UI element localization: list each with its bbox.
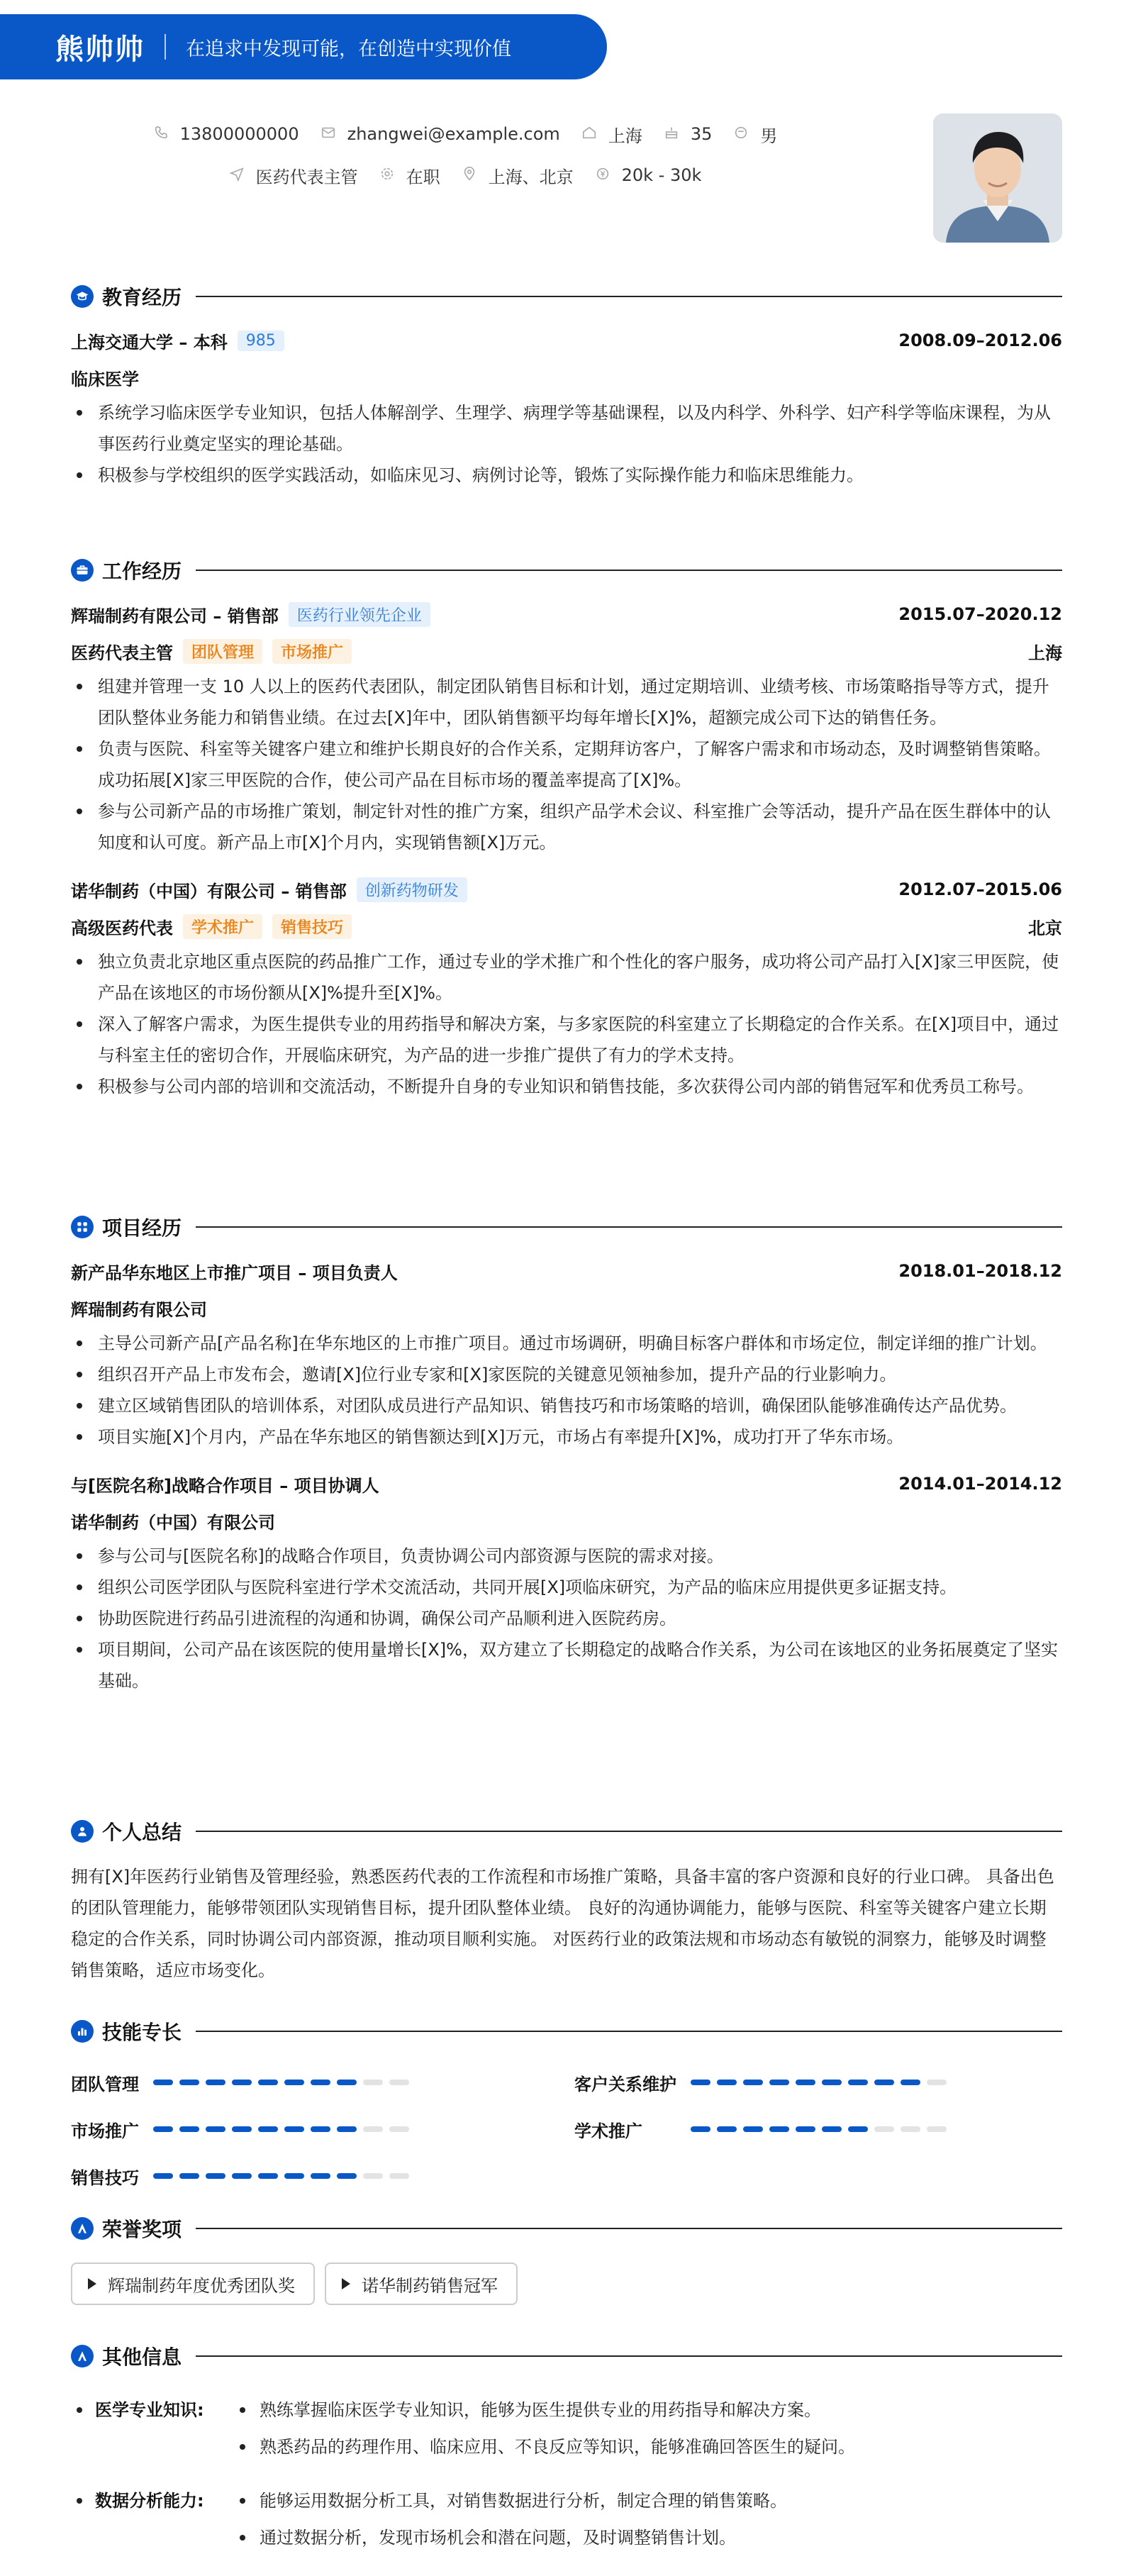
target-city-item <box>460 163 574 188</box>
skill-segment <box>206 2126 225 2132</box>
project-name: 新产品华东地区上市推广项目 – 项目负责人 <box>71 1262 398 1283</box>
skills-grid <box>71 2070 1062 2189</box>
list-item: 项目期间，公司产品在该医院的使用量增长[X]%，双方建立了长期稳定的战略合作关系，为公司在该地区的业务拓展奠定了坚实基础。 <box>71 1634 1062 1697</box>
play-icon <box>88 2278 96 2289</box>
other-group <box>71 2392 1062 2465</box>
bar-chart-icon <box>71 2020 94 2043</box>
phone-item <box>152 124 299 144</box>
list-item: 组建并管理一支 10 人以上的医药代表团队，制定团队销售目标和计划，通过定期培训、业绩考核、市场策略指导等方式，提升团队整体业务能力和销售业绩。在过去[X]年中，团队销售额平均每年增长[X]%，超额完成公司下达的销售任务。 <box>71 671 1062 733</box>
skill-segment <box>337 2126 357 2132</box>
salary-text: 20k - 30k <box>621 165 702 185</box>
list-item: 积极参与学校组织的医学实践活动，如临床见习、病例讨论等，锻炼了实际操作能力和临床思维能力。 <box>71 460 1062 491</box>
work-section <box>71 555 1062 1102</box>
skill-item <box>574 2116 1062 2142</box>
banner-divider <box>165 34 166 60</box>
skill-segment <box>258 2126 278 2132</box>
skill-segment <box>796 2080 815 2085</box>
skill-name: 市场推广 <box>71 2121 139 2141</box>
section-divider <box>196 2228 1062 2229</box>
skill-segment <box>389 2080 409 2085</box>
info-icon <box>71 2345 94 2367</box>
skill-segment <box>901 2126 920 2132</box>
skill-segment <box>179 2173 199 2179</box>
section-divider <box>196 2355 1062 2357</box>
skill-segment <box>822 2126 842 2132</box>
skill-segment <box>284 2173 304 2179</box>
email-item <box>319 124 560 144</box>
phone-icon <box>152 125 170 143</box>
skill-item <box>71 2163 574 2189</box>
skill-segment <box>927 2126 947 2132</box>
skill-tag: 销售技巧 <box>272 914 352 939</box>
list-item: 系统学习临床医学专业知识，包括人体解剖学、生理学、病理学等基础课程，以及内科学、外科学、妇产科学等临床课程，为从事医药行业奠定坚实的理论基础。 <box>71 397 1062 460</box>
school-name: 上海交通大学 – 本科 <box>71 332 228 352</box>
cake-icon <box>662 125 681 143</box>
award-chip <box>71 2263 315 2305</box>
major: 临床医学 <box>71 369 139 389</box>
summary-text: 拥有[X]年医药行业销售及管理经验，熟悉医药代表的工作流程和市场推广策略，具备丰富的客户资源和良好的行业口碑。 具备出色的团队管理能力，能够带领团队实现销售目标，提升团队整体业绩。 良好的沟通协调能力，能够与医院、科室等关键客户建立长期稳定的合作关系，同时协调公司内部资源，推动项目顺利实施。 对医药行业的政策法规和市场动态有敏锐的洞察力，能够及时调整销售策略，适应市场变化。 <box>71 1867 1054 1980</box>
skill-level-bar <box>153 2080 416 2085</box>
skill-segment <box>822 2080 842 2085</box>
award-label: 诺华制药销售冠军 <box>362 2275 498 2296</box>
skill-segment <box>153 2080 173 2085</box>
skill-segment <box>717 2080 737 2085</box>
skill-name: 销售技巧 <box>71 2167 139 2188</box>
skill-segment <box>232 2173 252 2179</box>
skill-segment <box>389 2126 409 2132</box>
skill-segment <box>311 2173 330 2179</box>
motto: 在追求中发现可能，在创造中实现价值 <box>186 38 511 60</box>
company-name: 诺华制药（中国）有限公司 – 销售部 <box>71 881 347 901</box>
skill-tag: 市场推广 <box>272 639 352 664</box>
list-item: 能够运用数据分析工具，对销售数据进行分析，制定合理的销售策略。 <box>235 2482 1062 2519</box>
gear-icon <box>378 166 396 184</box>
skill-segment <box>874 2126 894 2132</box>
section-divider <box>196 1226 1062 1228</box>
section-title-education: 教育经历 <box>102 286 182 309</box>
work-bullets <box>71 946 1062 1102</box>
section-title-other: 其他信息 <box>102 2345 182 2369</box>
age-text: 35 <box>690 124 713 144</box>
project-name: 与[医院名称]战略合作项目 – 项目协调人 <box>71 1475 379 1496</box>
skill-segment <box>284 2126 304 2132</box>
project-org: 诺华制药（中国）有限公司 <box>71 1512 275 1533</box>
project-org: 辉瑞制药有限公司 <box>71 1299 207 1320</box>
skill-segment <box>232 2080 252 2085</box>
skills-section <box>71 2016 1062 2189</box>
send-icon <box>228 166 246 184</box>
list-item: 负责与医院、科室等关键客户建立和维护长期良好的合作关系，定期拜访客户，了解客户需求和市场动态，及时调整销售策略。成功拓展[X]家三甲医院的合作，使公司产品在目标市场的覆盖率提高了[X]%。 <box>71 733 1062 796</box>
position-item <box>228 163 358 188</box>
skill-segment <box>796 2126 815 2132</box>
section-title-project: 项目经历 <box>102 1216 182 1240</box>
list-item: 熟悉药品的药理作用、临床应用、不良反应等知识，能够准确回答医生的疑问。 <box>235 2428 1062 2465</box>
skill-segment <box>927 2080 947 2085</box>
position-text: 医药代表主管 <box>255 167 358 187</box>
skill-level-bar <box>153 2173 416 2179</box>
home-icon <box>580 125 598 143</box>
status-text: 在职 <box>406 167 440 187</box>
list-item: 组织公司医学团队与医院科室进行学术交流活动，共同开展[X]项临床研究，为产品的临床应用提供更多证据支持。 <box>71 1572 1062 1603</box>
section-divider <box>196 570 1062 571</box>
skill-tag: 学术推广 <box>183 914 262 939</box>
skill-segment <box>848 2126 868 2132</box>
summary-section <box>71 1816 1062 1986</box>
profile-photo <box>933 113 1062 243</box>
section-title-work: 工作经历 <box>102 560 182 583</box>
skill-segment <box>363 2173 383 2179</box>
status-item <box>378 163 440 188</box>
section-divider <box>196 296 1062 297</box>
location-icon <box>460 166 479 184</box>
skill-name: 客户关系维护 <box>574 2074 676 2094</box>
job-location: 上海 <box>1028 643 1062 663</box>
project-date: 2018.01–2018.12 <box>898 1261 1062 1281</box>
project-bullets <box>71 1540 1062 1697</box>
school-tag: 985 <box>238 331 284 351</box>
education-date: 2008.09–2012.06 <box>898 331 1062 350</box>
skill-segment <box>258 2080 278 2085</box>
list-item: 参与公司与[医院名称]的战略合作项目，负责协调公司内部资源与医院的需求对接。 <box>71 1540 1062 1572</box>
skill-segment <box>389 2173 409 2179</box>
skill-segment <box>874 2080 894 2085</box>
list-item: 组织召开产品上市发布会，邀请[X]位行业专家和[X]家医院的关键意见领袖参加，提升产品的行业影响力。 <box>71 1359 1062 1390</box>
skill-segment <box>769 2080 789 2085</box>
skill-segment <box>153 2126 173 2132</box>
skill-segment <box>743 2126 763 2132</box>
work-date: 2015.07–2020.12 <box>898 604 1062 624</box>
user-icon <box>71 1820 94 1843</box>
medal-icon <box>71 2217 94 2240</box>
skill-segment <box>311 2126 330 2132</box>
salary-item <box>593 165 702 185</box>
section-divider <box>196 2031 1062 2032</box>
skill-segment <box>691 2126 710 2132</box>
skill-segment <box>769 2126 789 2132</box>
list-item: 独立负责北京地区重点医院的药品推广工作，通过专业的学术推广和个性化的客户服务，成功将公司产品打入[X]家三甲医院，使产品在该地区的市场份额从[X]%提升至[X]%。 <box>71 946 1062 1009</box>
work-bullets <box>71 671 1062 858</box>
skill-segment <box>179 2080 199 2085</box>
skill-segment <box>337 2173 357 2179</box>
project-section <box>71 1211 1062 1697</box>
skill-segment <box>206 2080 225 2085</box>
company-tag: 医药行业领先企业 <box>289 602 430 627</box>
skill-name: 团队管理 <box>71 2074 139 2094</box>
other-group <box>71 2482 1062 2556</box>
list-item: 熟练掌握临床医学专业知识，能够为医生提供专业的用药指导和解决方案。 <box>235 2392 1062 2428</box>
email-text: zhangwei@example.com <box>347 124 560 144</box>
other-label: 数据分析能力: <box>71 2482 235 2556</box>
play-icon <box>342 2278 350 2289</box>
list-item: 通过数据分析，发现市场机会和潜在问题，及时调整销售计划。 <box>235 2519 1062 2556</box>
skill-tag: 团队管理 <box>183 639 262 664</box>
section-title-awards: 荣誉奖项 <box>102 2218 182 2241</box>
coin-icon <box>593 166 612 184</box>
graduation-cap-icon <box>71 285 94 308</box>
skill-level-bar <box>153 2126 416 2132</box>
other-label: 医学专业知识: <box>71 2392 235 2465</box>
skill-level-bar <box>691 2080 953 2085</box>
briefcase-icon <box>71 559 94 582</box>
skill-item <box>574 2070 1062 2095</box>
list-item: 协助医院进行药品引进流程的沟通和协调，确保公司产品顺利进入医院药房。 <box>71 1603 1062 1634</box>
skill-segment <box>691 2080 710 2085</box>
person-icon <box>732 125 750 143</box>
project-bullets <box>71 1328 1062 1453</box>
skill-segment <box>232 2126 252 2132</box>
list-item: 建立区域销售团队的培训体系，对团队成员进行产品知识、销售技巧和市场策略的培训，确保团队能够准确传达产品优势。 <box>71 1390 1062 1421</box>
list-item: 积极参与公司内部的培训和交流活动，不断提升自身的专业知识和销售技能，多次获得公司内部的销售冠军和优秀员工称号。 <box>71 1071 1062 1102</box>
list-item: 参与公司新产品的市场推广策划，制定针对性的推广方案，组织产品学术会议、科室推广会等活动，提升产品在医生群体中的认知度和认可度。新产品上市[X]个月内，实现销售额[X]万元。 <box>71 796 1062 858</box>
phone-text: 13800000000 <box>179 124 299 144</box>
award-label: 辉瑞制药年度优秀团队奖 <box>108 2275 295 2296</box>
award-chip <box>325 2263 518 2305</box>
skill-segment <box>206 2173 225 2179</box>
work-date: 2012.07–2015.06 <box>898 879 1062 899</box>
skill-segment <box>717 2126 737 2132</box>
skill-level-bar <box>691 2126 953 2132</box>
skill-segment <box>311 2080 330 2085</box>
skill-segment <box>901 2080 920 2085</box>
age-item <box>662 124 713 144</box>
job-title: 医药代表主管 <box>71 643 173 663</box>
education-section <box>71 281 1062 491</box>
candidate-name: 熊帅帅 <box>55 33 145 66</box>
skill-segment <box>337 2080 357 2085</box>
company-name: 辉瑞制药有限公司 – 销售部 <box>71 606 279 626</box>
target-city-text: 上海、北京 <box>488 167 574 187</box>
project-date: 2014.01–2014.12 <box>898 1474 1062 1494</box>
awards-section <box>71 2213 1062 2305</box>
company-tag: 创新药物研发 <box>357 877 467 902</box>
skill-segment <box>284 2080 304 2085</box>
grid-icon <box>71 1216 94 1238</box>
skill-segment <box>363 2126 383 2132</box>
contact-info <box>0 113 929 196</box>
section-divider <box>196 1831 1062 1832</box>
list-item: 项目实施[X]个月内，产品在华东地区的销售额达到[X]万元，市场占有率提升[X]%，成功打开了华东市场。 <box>71 1421 1062 1453</box>
gender-item <box>732 122 777 147</box>
list-item: 主导公司新产品[产品名称]在华东地区的上市推广项目。通过市场调研，明确目标客户群体和市场定位，制定详细的推广计划。 <box>71 1328 1062 1359</box>
city-item <box>580 122 642 147</box>
header-banner <box>0 14 607 79</box>
job-location: 北京 <box>1028 918 1062 938</box>
skill-segment <box>153 2173 173 2179</box>
skill-item <box>71 2116 574 2142</box>
mail-icon <box>319 125 338 143</box>
skill-segment <box>363 2080 383 2085</box>
skill-segment <box>848 2080 868 2085</box>
city-text: 上海 <box>608 126 642 146</box>
list-item: 深入了解客户需求，为医生提供专业的用药指导和解决方案，与多家医院的科室建立了长期稳定的合作关系。在[X]项目中，通过与科室主任的密切合作，开展临床研究，为产品的进一步推广提供了有力的学术支持。 <box>71 1009 1062 1071</box>
awards-list <box>71 2263 1062 2305</box>
other-section <box>71 2341 1062 2556</box>
section-title-skills: 技能专长 <box>102 2021 182 2044</box>
section-title-summary: 个人总结 <box>102 1821 182 1844</box>
skill-item <box>71 2070 574 2095</box>
skill-name: 学术推广 <box>574 2121 642 2141</box>
gender-text: 男 <box>760 126 778 146</box>
skill-segment <box>258 2173 278 2179</box>
education-bullets <box>71 397 1062 491</box>
skill-segment <box>743 2080 763 2085</box>
skill-segment <box>179 2126 199 2132</box>
job-title: 高级医药代表 <box>71 918 173 938</box>
